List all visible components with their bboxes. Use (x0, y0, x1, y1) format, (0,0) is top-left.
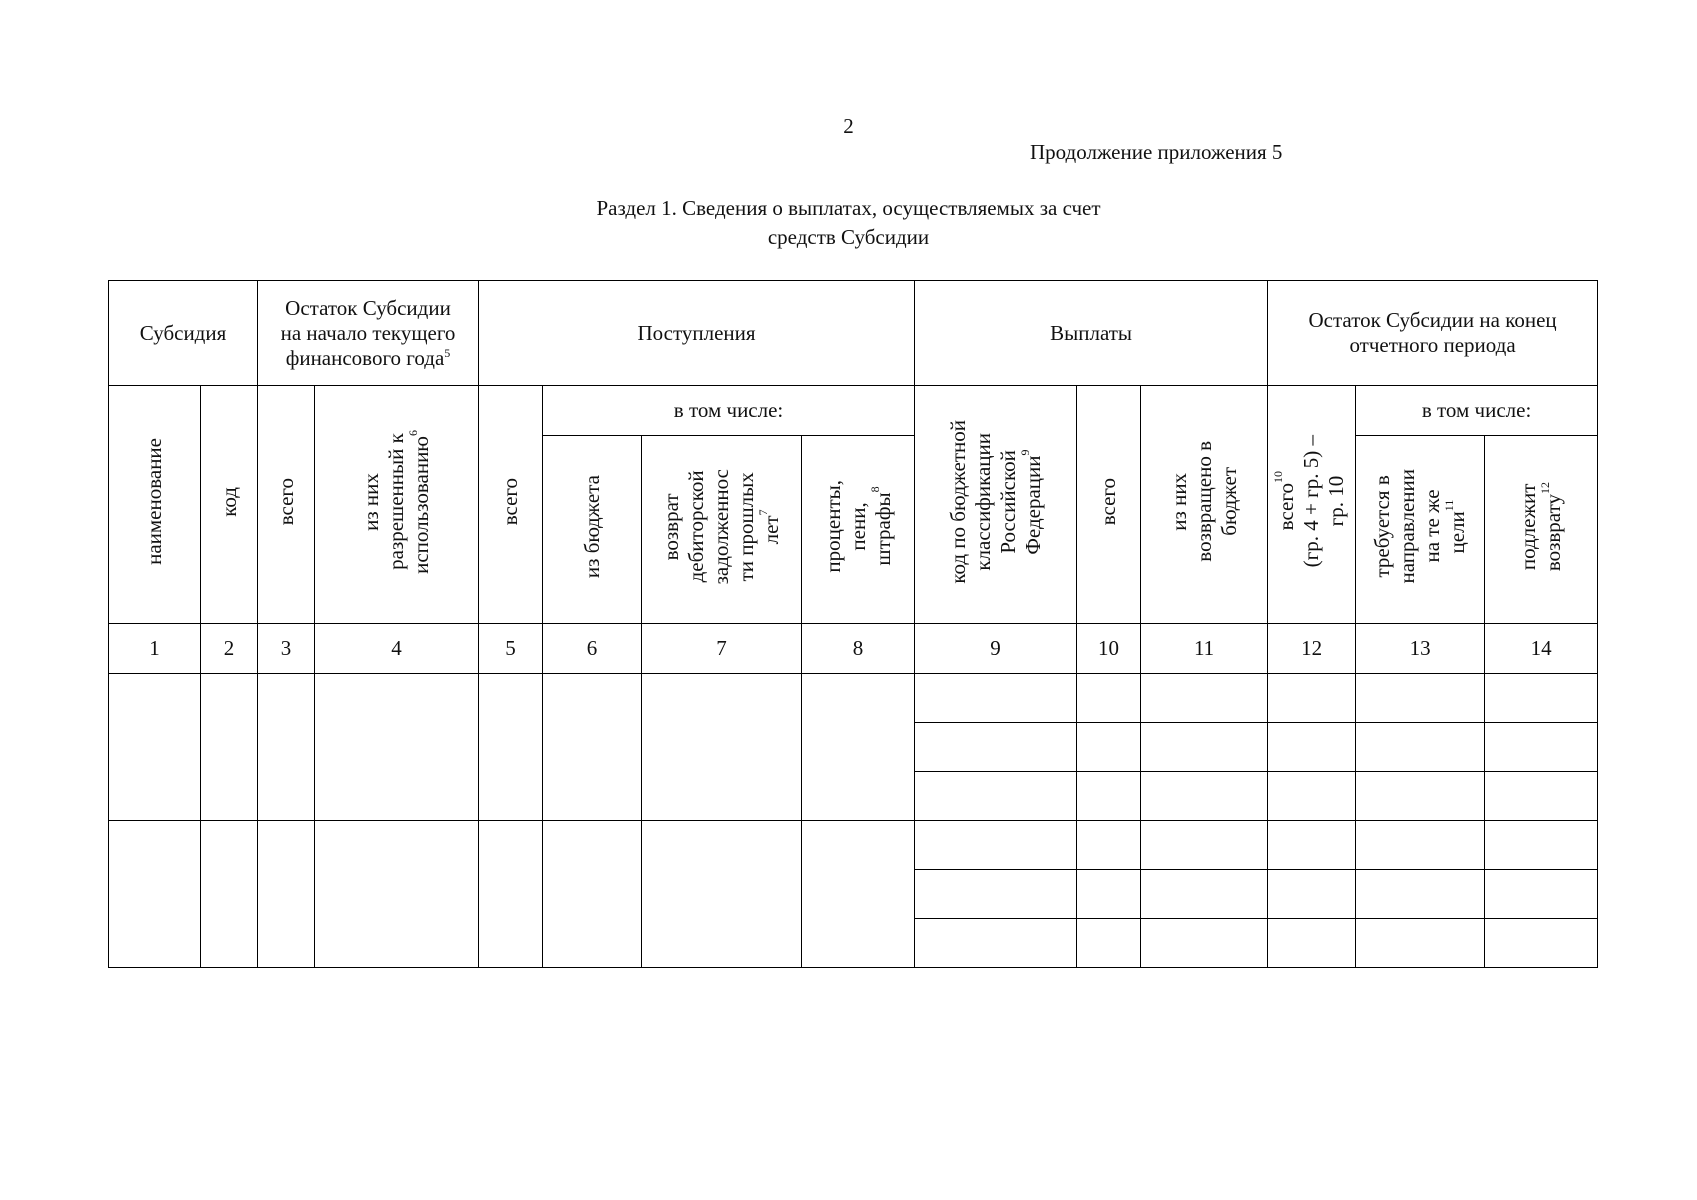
page-number: 2 (843, 114, 854, 138)
table-cell[interactable] (1485, 919, 1598, 968)
table-cell[interactable] (1485, 674, 1598, 723)
table-row (109, 674, 1598, 723)
table-cell[interactable] (109, 674, 201, 821)
column-header-12-line-2: (гр. 4 + гр. 5) – (1299, 435, 1324, 568)
table-cell[interactable] (1077, 772, 1141, 821)
payments-table (108, 280, 1598, 968)
table-cell[interactable] (802, 674, 915, 821)
column-number: 1 (109, 624, 201, 674)
table-cell[interactable] (1356, 870, 1485, 919)
column-number: 12 (1268, 624, 1356, 674)
header-receipts: Поступления (479, 281, 915, 386)
column-header-13 (1356, 436, 1485, 624)
column-header-7-line-3: задолженнос (709, 468, 734, 585)
column-number: 14 (1485, 624, 1598, 674)
column-number: 9 (915, 624, 1077, 674)
column-header-11 (1141, 386, 1268, 624)
column-header-4-line-3: использованию (409, 435, 434, 574)
footnote-11: 11 (1442, 499, 1457, 512)
table-cell[interactable] (915, 870, 1077, 919)
footnote-7: 7 (756, 509, 771, 515)
column-header-13-line-4: цели (1445, 511, 1470, 554)
column-header-12-line-1: всего (1274, 483, 1299, 532)
column-header-9-line-2: классификации (970, 432, 995, 571)
header-balance-end-line-2: отчетного периода (1349, 333, 1516, 357)
table-row (109, 821, 1598, 870)
header-balance-start (258, 281, 479, 386)
column-header-4 (315, 386, 479, 624)
column-header-4-line-1: из них (359, 472, 384, 531)
table-cell[interactable] (543, 674, 642, 821)
table-cell[interactable] (1141, 772, 1268, 821)
column-number: 4 (315, 624, 479, 674)
table-cell[interactable] (915, 821, 1077, 870)
column-numbers-row (109, 624, 1598, 674)
section-title (0, 194, 1697, 252)
table-cell[interactable] (915, 723, 1077, 772)
column-header-9-line-3: Российской (995, 449, 1020, 554)
column-header-12-line-3: гр. 10 (1324, 476, 1349, 527)
table-cell[interactable] (1141, 723, 1268, 772)
column-header-10-text: всего (1096, 477, 1121, 526)
column-number: 10 (1077, 624, 1141, 674)
column-header-3 (258, 386, 315, 624)
table-cell[interactable] (1485, 772, 1598, 821)
column-header-11-line-3: бюджет (1216, 467, 1241, 536)
table-cell[interactable] (1077, 821, 1141, 870)
table-cell[interactable] (642, 821, 802, 968)
column-header-5 (479, 386, 543, 624)
header-balance-start-line-3: финансового года (285, 345, 445, 370)
table-cell[interactable] (1077, 674, 1141, 723)
header-subsidy: Субсидия (109, 281, 258, 386)
table-cell[interactable] (915, 674, 1077, 723)
column-header-14-line-2: возврату (1541, 493, 1566, 572)
table-cell[interactable] (642, 674, 802, 821)
column-number: 5 (479, 624, 543, 674)
column-header-9-line-1: код по бюджетной (945, 419, 970, 584)
footnote-8: 8 (867, 486, 882, 493)
column-header-14-line-1: подлежит (1516, 483, 1541, 570)
column-header-8-line-1: проценты, (820, 480, 845, 573)
table-cell[interactable] (479, 821, 543, 968)
column-header-5-text: всего (498, 477, 523, 526)
column-header-10 (1077, 386, 1141, 624)
column-header-7-line-5: лет (759, 515, 784, 544)
receipts-including: в том числе: (543, 386, 915, 436)
table-cell[interactable] (915, 772, 1077, 821)
column-number: 7 (642, 624, 802, 674)
column-number: 13 (1356, 624, 1485, 674)
table-cell[interactable] (201, 821, 258, 968)
column-header-3-text: всего (273, 477, 298, 526)
table-cell[interactable] (1356, 919, 1485, 968)
header-payments: Выплаты (915, 281, 1268, 386)
footnote-9: 9 (1017, 448, 1032, 455)
column-header-13-line-2: направлении (1395, 469, 1420, 584)
column-header-11-line-2: возвращено в (1191, 441, 1216, 562)
column-header-11-line-1: из них (1166, 472, 1191, 531)
table-cell[interactable] (1268, 821, 1356, 870)
column-header-2 (201, 386, 258, 624)
column-number: 3 (258, 624, 315, 674)
column-header-2-text: код (216, 486, 241, 517)
table-cell[interactable] (1268, 723, 1356, 772)
column-header-6-text: из бюджета (579, 474, 604, 579)
column-header-14 (1485, 436, 1598, 624)
header-balance-end-line-1: Остаток Субсидии на конец (1308, 308, 1557, 332)
table-cell[interactable] (1141, 674, 1268, 723)
table-cell[interactable] (1141, 919, 1268, 968)
column-header-7-line-1: возврат (659, 493, 684, 560)
column-header-8-line-3: штрафы (870, 492, 895, 567)
table-cell[interactable] (802, 821, 915, 968)
header-balance-end (1268, 281, 1598, 386)
column-header-1-text: наименование (142, 438, 166, 565)
header-balance-start-line-2: на начало текущего (280, 320, 456, 345)
table-cell[interactable] (1077, 723, 1141, 772)
table-cell[interactable] (258, 821, 315, 968)
table-cell[interactable] (479, 674, 543, 821)
table-cell[interactable] (1356, 674, 1485, 723)
column-header-1 (109, 386, 201, 624)
table-cell[interactable] (109, 821, 201, 968)
table-cell[interactable] (1356, 772, 1485, 821)
table-cell[interactable] (1485, 821, 1598, 870)
table-cell[interactable] (1268, 919, 1356, 968)
column-header-9-line-4: Федерации (1020, 454, 1045, 555)
table-cell[interactable] (1268, 870, 1356, 919)
column-header-8-line-2: пени, (845, 502, 870, 551)
column-header-7 (642, 436, 802, 624)
table-cell[interactable] (1268, 772, 1356, 821)
table-cell[interactable] (201, 674, 258, 821)
column-header-4-line-2: разрешенный к (384, 433, 409, 570)
footnote-12: 12 (1538, 481, 1553, 494)
column-number: 2 (201, 624, 258, 674)
section-title-line-1: Раздел 1. Сведения о выплатах, осуществляемых за счет (596, 196, 1101, 220)
table-cell[interactable] (1077, 919, 1141, 968)
table-cell[interactable] (1356, 723, 1485, 772)
table-cell[interactable] (315, 821, 479, 968)
column-header-12 (1268, 386, 1356, 624)
table-cell[interactable] (1077, 870, 1141, 919)
footnote-5: 5 (444, 345, 451, 360)
table-cell[interactable] (1141, 821, 1268, 870)
footnote-10: 10 (1271, 471, 1286, 484)
section-title-line-2: средств Субсидии (767, 225, 930, 249)
table-cell[interactable] (258, 674, 315, 821)
table-cell[interactable] (1268, 674, 1356, 723)
table-cell[interactable] (315, 674, 479, 821)
table-cell[interactable] (543, 821, 642, 968)
table-cell[interactable] (1356, 821, 1485, 870)
column-header-7-line-4: ти прошлых (734, 471, 759, 582)
appendix-note: Продолжение приложения 5 (1030, 140, 1283, 164)
table-cell[interactable] (915, 919, 1077, 968)
table-cell[interactable] (1485, 723, 1598, 772)
column-header-8 (802, 436, 915, 624)
table-cell[interactable] (1141, 870, 1268, 919)
column-number: 11 (1141, 624, 1268, 674)
column-number: 8 (802, 624, 915, 674)
column-header-13-line-1: требуется в (1370, 475, 1395, 578)
header-balance-start-line-1: Остаток Субсидии (285, 295, 451, 320)
table-cell[interactable] (1485, 870, 1598, 919)
balance-end-including: в том числе: (1356, 386, 1598, 436)
column-header-6 (543, 436, 642, 624)
column-number: 6 (543, 624, 642, 674)
column-header-9 (915, 386, 1077, 624)
footnote-6: 6 (406, 429, 421, 436)
column-header-7-line-2: дебиторской (684, 470, 709, 583)
column-header-13-line-3: на те же (1420, 489, 1445, 564)
